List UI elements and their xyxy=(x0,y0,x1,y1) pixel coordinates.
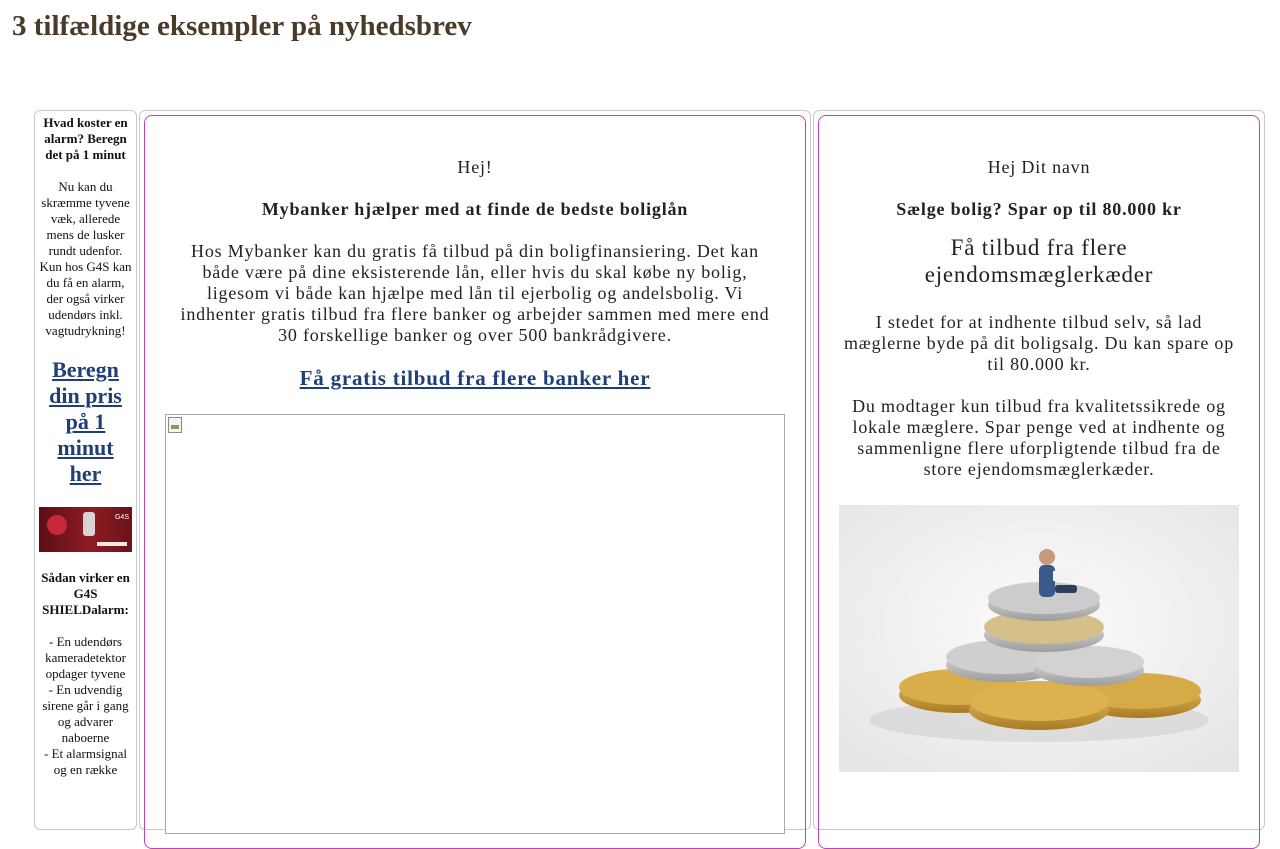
page-title: 3 tilfældige eksempler på nyhedsbrev xyxy=(12,10,472,42)
newsletter-mybanker xyxy=(139,110,811,830)
coins-photo xyxy=(839,505,1239,772)
sidebar-heading: Hvad koster en alarm? Beregn det på 1 minut xyxy=(43,115,128,162)
sidebar-alarm-ad xyxy=(34,110,137,830)
coins-illustration xyxy=(839,505,1239,772)
mybanker-body: Hos Mybanker kan du gratis få tilbud på din boligfinansiering. Det kan både være på dine eksisterende lån, eller hvis du skal købe ny bolig, ligesom vi både kan hjælpe med lån til ejerbolig og andelsbolig. Vi indhenter gratis tilbud fra flere banker og arbejder sammen med mere end 30 forskellige banker og over 500 bankrådgivere. xyxy=(180,241,770,345)
realestate-body-2: Du modtager kun tilbud fra kvalitetssikrede og lokale mæglere. Spar penge ved at indhente og sammenligne flere uforpligtende tilbud fra de store ejendomsmæglerkæder. xyxy=(852,396,1226,479)
ad-logo: G4S xyxy=(114,514,129,521)
realestate-subheadline: Få tilbud fra flere ejendomsmæglerkæder xyxy=(924,235,1154,287)
sidebar-body-1: Nu kan du skræmme tyvene væk, allerede mens de lusker rundt udenfor. xyxy=(41,179,130,258)
mybanker-greeting: Hej! xyxy=(457,157,493,177)
ad-badge-icon xyxy=(47,515,67,535)
sidebar-feature-3: - Et alarmsignal og en række xyxy=(43,746,128,777)
sidebar-feature-2: - En udvendig sirene går i gang og advarer naboerne xyxy=(42,682,129,745)
mybanker-offer-link[interactable]: Få gratis tilbud fra flere banker her xyxy=(299,366,651,390)
realestate-headline: Sælge bolig? Spar op til 80.000 kr xyxy=(896,199,1182,219)
sidebar-how-heading: Sådan virker en G4S SHIELDalarm: xyxy=(41,570,130,617)
sidebar-body-2: Kun hos G4S kan du få en alarm, der også virker udendørs inkl. vagtudrykning! xyxy=(39,259,132,338)
sidebar-feature-1: - En udendørs kameradetektor opdager tyvene xyxy=(45,634,126,681)
realestate-greeting: Hej Dit navn xyxy=(987,157,1091,177)
mybanker-headline: Mybanker hjælper med at finde de bedste boliglån xyxy=(261,199,689,219)
realestate-body-1: I stedet for at indhente tilbud selv, så lad mæglerne byde på dit boligsalg. Du kan spare op til 80.000 kr. xyxy=(843,312,1235,374)
newsletter-image xyxy=(165,414,785,834)
sidebar-content xyxy=(39,115,132,778)
newsletter-realestate xyxy=(813,110,1265,830)
realestate-content xyxy=(814,157,1264,480)
phone-icon xyxy=(83,512,95,536)
g4s-ad-banner[interactable] xyxy=(39,507,132,552)
mybanker-content xyxy=(140,157,810,390)
calculate-price-link[interactable]: Beregn din pris på 1 minut her xyxy=(49,357,122,486)
ad-button-shape xyxy=(97,542,127,546)
broken-image-icon xyxy=(168,417,182,433)
